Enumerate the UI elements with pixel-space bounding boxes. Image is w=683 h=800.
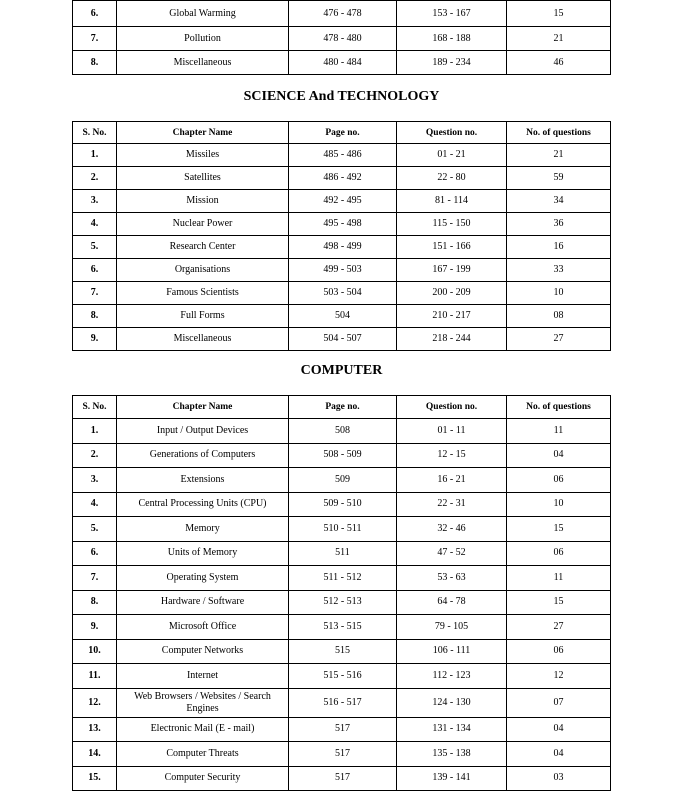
question-count-cell: 08 (507, 305, 611, 328)
question-number-cell: 139 - 141 (397, 766, 507, 791)
question-count-cell: 15 (507, 517, 611, 542)
table-row (73, 282, 611, 305)
question-number-cell: 01 - 11 (397, 419, 507, 444)
page-number-cell: 511 - 512 (289, 566, 397, 591)
table-row (73, 639, 611, 664)
table-row (73, 51, 611, 75)
serial-number-cell: 3. (73, 468, 117, 493)
question-number-cell: 200 - 209 (397, 282, 507, 305)
question-number-header: Question no. (397, 396, 507, 419)
question-number-cell: 210 - 217 (397, 305, 507, 328)
page-number-cell: 499 - 503 (289, 259, 397, 282)
science-section-title: SCIENCE And TECHNOLOGY (243, 89, 440, 104)
chapter-name-cell: Organisations (117, 259, 289, 282)
question-number-cell: 47 - 52 (397, 541, 507, 566)
table-row (73, 167, 611, 190)
serial-number-cell: 4. (73, 213, 117, 236)
question-count-cell: 06 (507, 541, 611, 566)
serial-number-header: S. No. (73, 396, 117, 419)
table-row (73, 236, 611, 259)
chapter-name-cell: Computer Threats (117, 742, 289, 767)
question-count-cell: 27 (507, 615, 611, 640)
serial-number-cell: 8. (73, 590, 117, 615)
page-number-cell: 516 - 517 (289, 688, 397, 717)
table-row (73, 190, 611, 213)
question-number-cell: 115 - 150 (397, 213, 507, 236)
top-table (72, 0, 611, 75)
question-count-cell: 03 (507, 766, 611, 791)
serial-number-cell: 15. (73, 766, 117, 791)
question-count-cell: 06 (507, 468, 611, 493)
chapter-name-cell: Pollution (117, 27, 289, 51)
question-number-cell: 22 - 80 (397, 167, 507, 190)
chapter-name-cell: Internet (117, 664, 289, 689)
page-number-cell: 515 (289, 639, 397, 664)
chapter-name-cell: Computer Networks (117, 639, 289, 664)
serial-number-cell: 3. (73, 190, 117, 213)
table-row (73, 213, 611, 236)
page-number-cell: 513 - 515 (289, 615, 397, 640)
table-header-row (73, 396, 611, 419)
page-number-cell: 508 (289, 419, 397, 444)
serial-number-cell: 2. (73, 167, 117, 190)
chapter-name-cell: Nuclear Power (117, 213, 289, 236)
question-number-cell: 167 - 199 (397, 259, 507, 282)
question-count-cell: 36 (507, 213, 611, 236)
question-number-cell: 124 - 130 (397, 688, 507, 717)
table-row (73, 717, 611, 742)
chapter-name-cell: Generations of Computers (117, 443, 289, 468)
table-row (73, 27, 611, 51)
serial-number-cell: 2. (73, 443, 117, 468)
chapter-name-cell: Microsoft Office (117, 615, 289, 640)
serial-number-cell: 7. (73, 282, 117, 305)
chapter-name-cell: Full Forms (117, 305, 289, 328)
table-row (73, 664, 611, 689)
question-count-header: No. of questions (507, 122, 611, 144)
serial-number-cell: 1. (73, 419, 117, 444)
question-number-cell: 01 - 21 (397, 144, 507, 167)
serial-number-cell: 7. (73, 27, 117, 51)
question-count-cell: 33 (507, 259, 611, 282)
question-count-cell: 21 (507, 27, 611, 51)
serial-number-cell: 11. (73, 664, 117, 689)
chapter-name-cell: Miscellaneous (117, 328, 289, 351)
question-number-cell: 22 - 31 (397, 492, 507, 517)
page-number-cell: 517 (289, 717, 397, 742)
chapter-name-cell: Miscellaneous (117, 51, 289, 75)
serial-number-cell: 14. (73, 742, 117, 767)
computer-section-title: COMPUTER (300, 363, 383, 378)
science-table (72, 121, 611, 351)
page-number-cell: 498 - 499 (289, 236, 397, 259)
table-row (73, 1, 611, 27)
page-number-cell: 515 - 516 (289, 664, 397, 689)
serial-number-cell: 6. (73, 541, 117, 566)
serial-number-header: S. No. (73, 122, 117, 144)
question-count-cell: 07 (507, 688, 611, 717)
serial-number-cell: 9. (73, 328, 117, 351)
question-count-cell: 15 (507, 590, 611, 615)
chapter-name-header: Chapter Name (117, 396, 289, 419)
page-number-cell: 503 - 504 (289, 282, 397, 305)
table-row (73, 305, 611, 328)
page-number-cell: 486 - 492 (289, 167, 397, 190)
question-count-cell: 11 (507, 566, 611, 591)
chapter-name-cell: Operating System (117, 566, 289, 591)
question-count-cell: 12 (507, 664, 611, 689)
serial-number-cell: 6. (73, 259, 117, 282)
chapter-name-cell: Global Warming (117, 1, 289, 27)
chapter-name-cell: Mission (117, 190, 289, 213)
table-row (73, 566, 611, 591)
question-count-cell: 04 (507, 443, 611, 468)
chapter-name-cell: Central Processing Units (CPU) (117, 492, 289, 517)
question-count-cell: 16 (507, 236, 611, 259)
page-number-cell: 495 - 498 (289, 213, 397, 236)
table-row (73, 419, 611, 444)
table-row (73, 443, 611, 468)
question-number-cell: 218 - 244 (397, 328, 507, 351)
table-row (73, 328, 611, 351)
chapter-name-cell: Electronic Mail (E - mail) (117, 717, 289, 742)
chapter-name-cell: Satellites (117, 167, 289, 190)
chapter-name-cell: Memory (117, 517, 289, 542)
page-number-cell: 508 - 509 (289, 443, 397, 468)
page-number-cell: 517 (289, 766, 397, 791)
page-number-cell: 476 - 478 (289, 1, 397, 27)
table-header-row (73, 122, 611, 144)
page-number-cell: 492 - 495 (289, 190, 397, 213)
question-number-cell: 189 - 234 (397, 51, 507, 75)
serial-number-cell: 6. (73, 1, 117, 27)
serial-number-cell: 8. (73, 51, 117, 75)
question-number-cell: 131 - 134 (397, 717, 507, 742)
question-count-cell: 11 (507, 419, 611, 444)
serial-number-cell: 5. (73, 236, 117, 259)
computer-table (72, 395, 611, 791)
chapter-name-cell: Famous Scientists (117, 282, 289, 305)
table-row (73, 517, 611, 542)
page-number-cell: 485 - 486 (289, 144, 397, 167)
page-number-cell: 511 (289, 541, 397, 566)
table-row (73, 742, 611, 767)
table-row (73, 492, 611, 517)
chapter-name-cell: Missiles (117, 144, 289, 167)
question-number-cell: 16 - 21 (397, 468, 507, 493)
question-number-cell: 135 - 138 (397, 742, 507, 767)
table-row (73, 541, 611, 566)
chapter-name-cell: Units of Memory (117, 541, 289, 566)
question-number-cell: 106 - 111 (397, 639, 507, 664)
table-row (73, 615, 611, 640)
computer-table-body (73, 419, 611, 791)
serial-number-cell: 13. (73, 717, 117, 742)
table-row (73, 590, 611, 615)
page-number-cell: 480 - 484 (289, 51, 397, 75)
page-number-cell: 478 - 480 (289, 27, 397, 51)
question-count-cell: 34 (507, 190, 611, 213)
chapter-name-cell: Extensions (117, 468, 289, 493)
serial-number-cell: 1. (73, 144, 117, 167)
question-count-header: No. of questions (507, 396, 611, 419)
serial-number-cell: 9. (73, 615, 117, 640)
serial-number-cell: 5. (73, 517, 117, 542)
serial-number-cell: 10. (73, 639, 117, 664)
question-count-cell: 46 (507, 51, 611, 75)
page-number-cell: 517 (289, 742, 397, 767)
serial-number-cell: 12. (73, 688, 117, 717)
table-row (73, 766, 611, 791)
table-row (73, 688, 611, 717)
chapter-name-cell: Web Browsers / Websites / Search Engines (117, 688, 289, 717)
question-number-cell: 81 - 114 (397, 190, 507, 213)
chapter-name-header: Chapter Name (117, 122, 289, 144)
table-row (73, 259, 611, 282)
page-number-cell: 504 (289, 305, 397, 328)
question-count-cell: 59 (507, 167, 611, 190)
question-number-cell: 168 - 188 (397, 27, 507, 51)
question-count-cell: 15 (507, 1, 611, 27)
question-number-cell: 79 - 105 (397, 615, 507, 640)
chapter-name-cell: Computer Security (117, 766, 289, 791)
chapter-name-cell: Input / Output Devices (117, 419, 289, 444)
question-count-cell: 04 (507, 742, 611, 767)
question-count-cell: 21 (507, 144, 611, 167)
question-count-cell: 06 (507, 639, 611, 664)
question-count-cell: 04 (507, 717, 611, 742)
question-number-header: Question no. (397, 122, 507, 144)
table-row (73, 144, 611, 167)
page-number-header: Page no. (289, 396, 397, 419)
question-count-cell: 27 (507, 328, 611, 351)
question-number-cell: 153 - 167 (397, 1, 507, 27)
page-number-cell: 509 - 510 (289, 492, 397, 517)
question-count-cell: 10 (507, 492, 611, 517)
top-table-body (73, 1, 611, 75)
table-row (73, 468, 611, 493)
page-number-cell: 512 - 513 (289, 590, 397, 615)
question-number-cell: 151 - 166 (397, 236, 507, 259)
page-number-header: Page no. (289, 122, 397, 144)
question-number-cell: 12 - 15 (397, 443, 507, 468)
question-number-cell: 112 - 123 (397, 664, 507, 689)
serial-number-cell: 4. (73, 492, 117, 517)
chapter-name-cell: Hardware / Software (117, 590, 289, 615)
science-table-body (73, 144, 611, 351)
question-number-cell: 53 - 63 (397, 566, 507, 591)
question-number-cell: 32 - 46 (397, 517, 507, 542)
page-number-cell: 510 - 511 (289, 517, 397, 542)
chapter-name-cell: Research Center (117, 236, 289, 259)
page-number-cell: 509 (289, 468, 397, 493)
question-number-cell: 64 - 78 (397, 590, 507, 615)
page-number-cell: 504 - 507 (289, 328, 397, 351)
serial-number-cell: 7. (73, 566, 117, 591)
serial-number-cell: 8. (73, 305, 117, 328)
question-count-cell: 10 (507, 282, 611, 305)
